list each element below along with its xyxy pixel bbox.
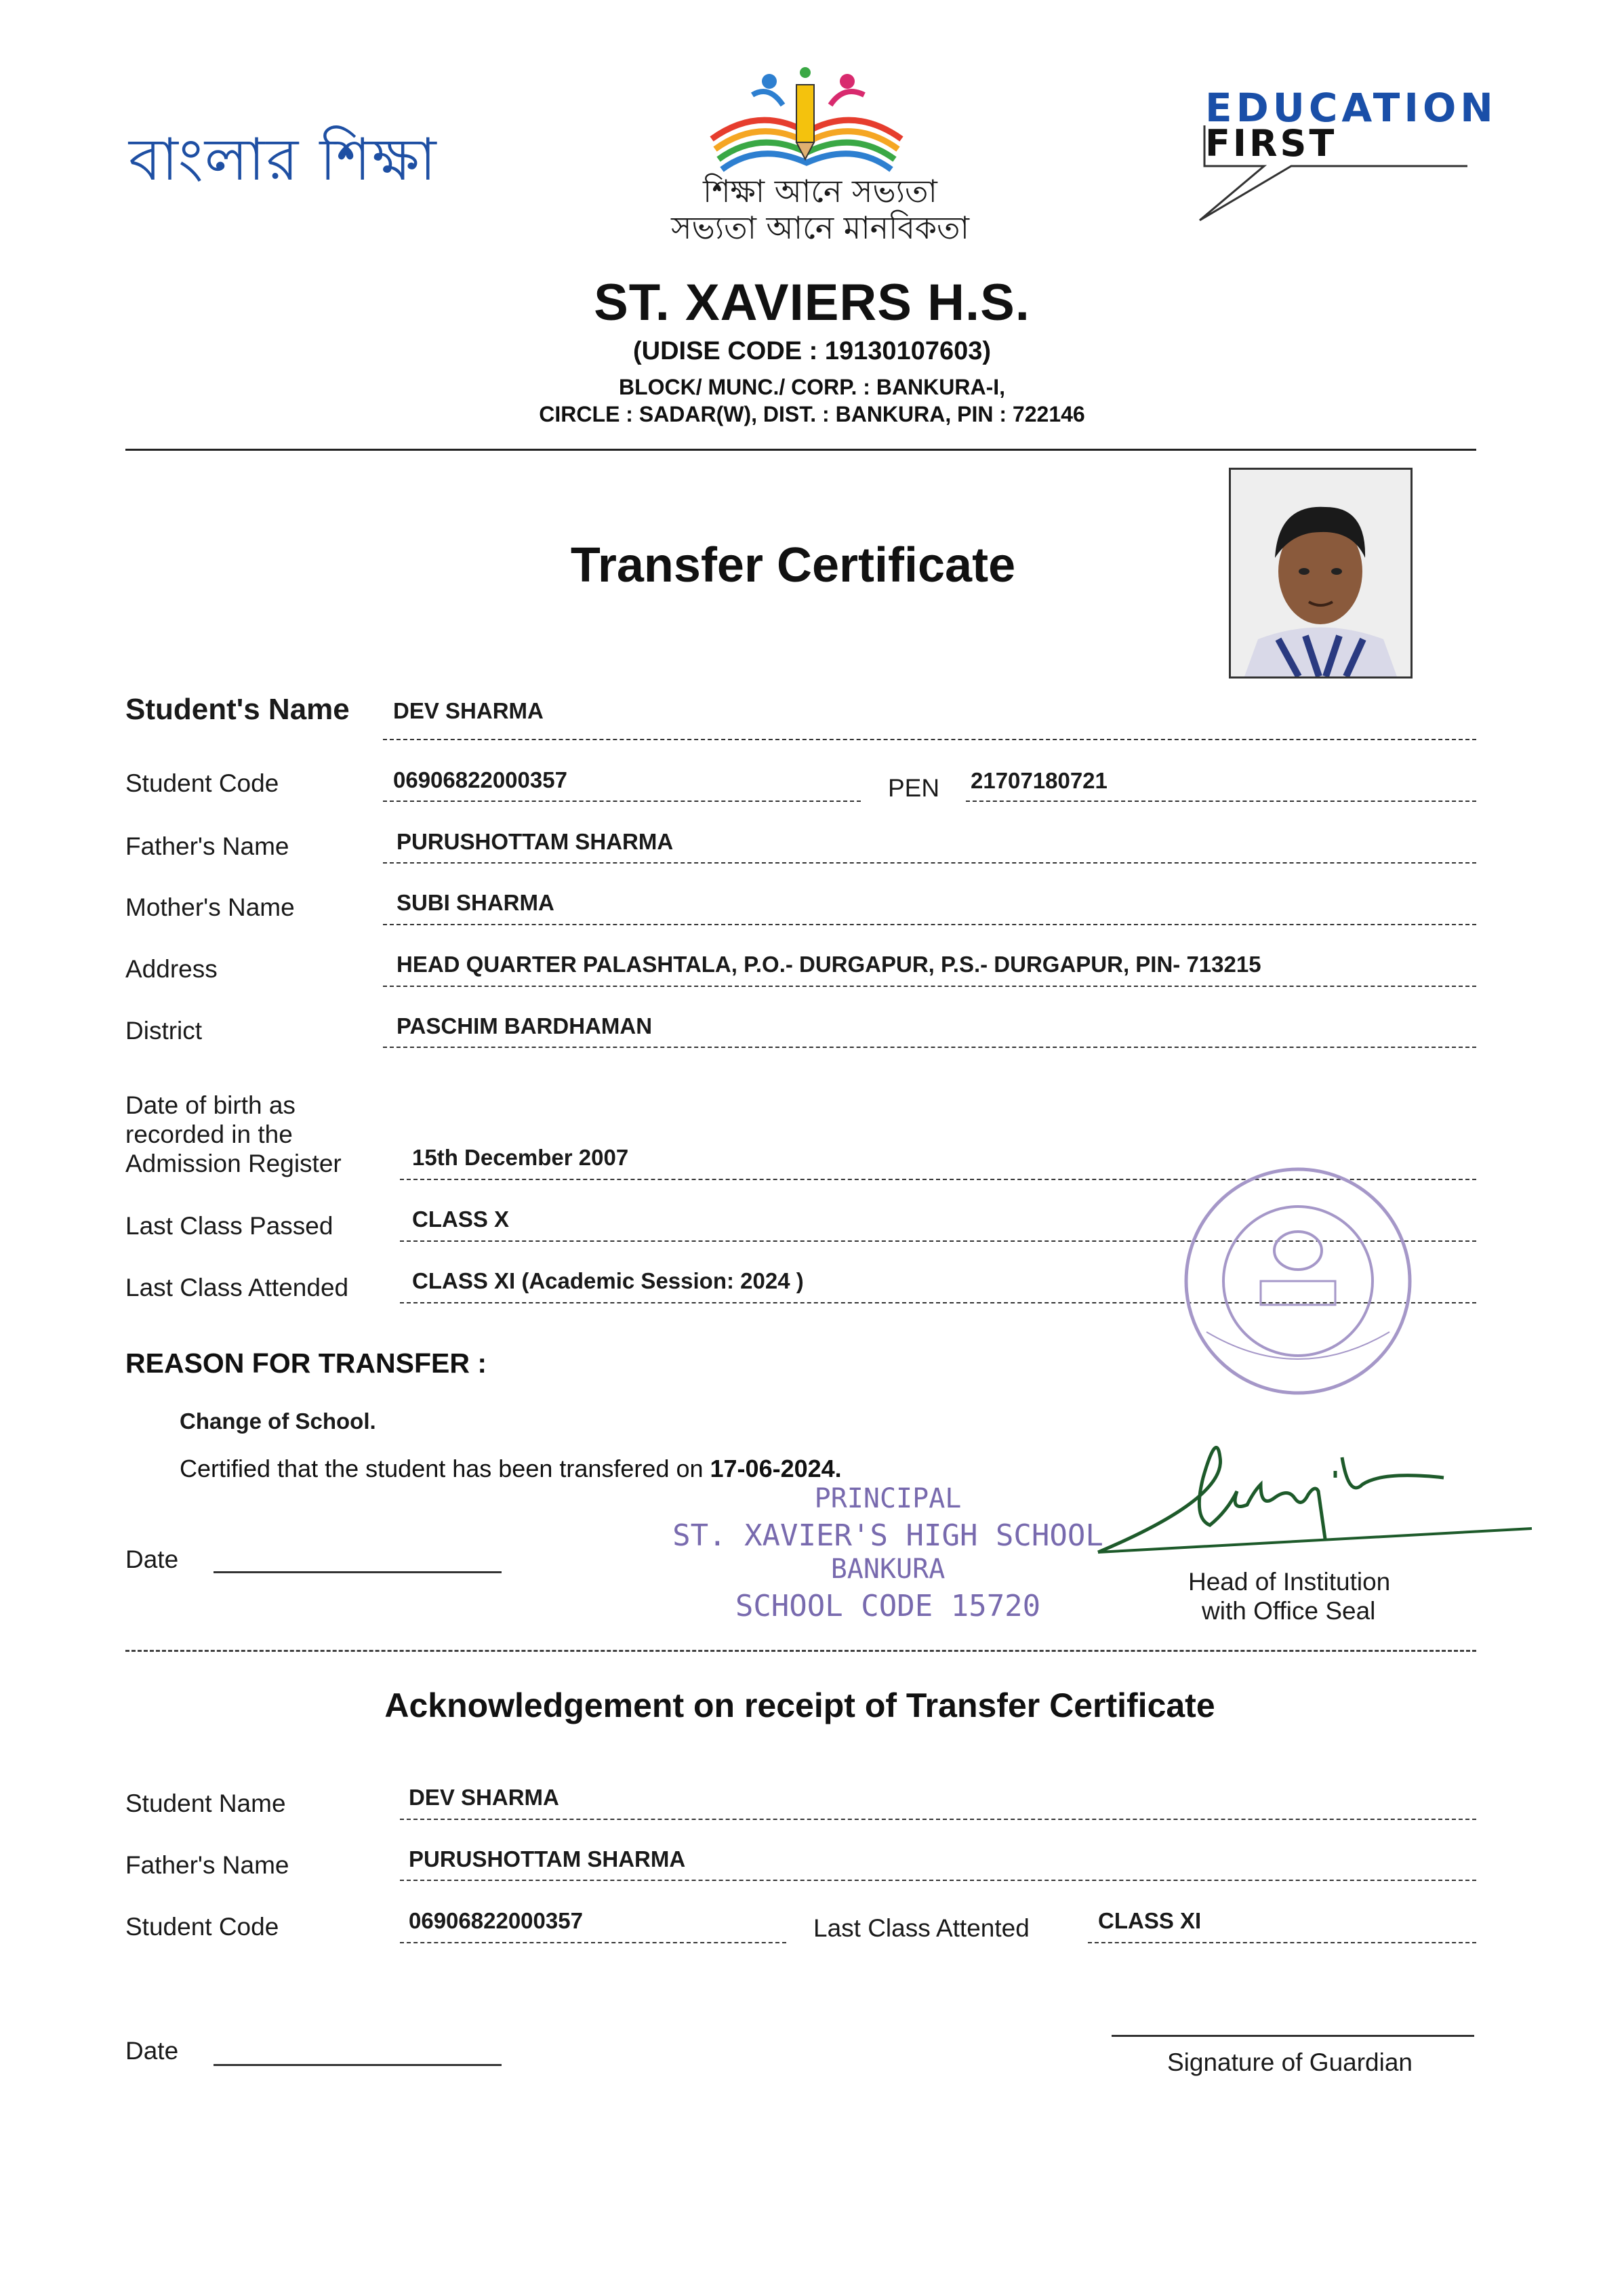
student-code-label: Student Code — [125, 769, 279, 797]
student-name-line — [383, 739, 1476, 740]
pen-line — [966, 801, 1476, 802]
tc-date-label: Date — [125, 1545, 179, 1573]
student-code-value: 06906822000357 — [393, 767, 567, 792]
book-logo-icon — [698, 64, 915, 183]
guardian-signature-label: Signature of Guardian — [1167, 2048, 1413, 2076]
education-first-logo-line1: EDUCATION — [1205, 85, 1497, 131]
ack-student-name-label: Student Name — [125, 1789, 286, 1817]
address-line — [383, 986, 1476, 987]
ack-date-line — [214, 2064, 502, 2066]
motto-line-1: শিক্ষা আনে সভ্যতা — [703, 173, 937, 209]
certificate-title: Transfer Certificate — [570, 538, 1016, 592]
speech-bubble-icon — [1196, 119, 1481, 227]
address-label: Address — [125, 955, 218, 983]
ack-student-name-line — [400, 1819, 1476, 1820]
ack-date-label: Date — [125, 2037, 179, 2065]
ack-father-name-line — [400, 1880, 1476, 1881]
last-class-attended-value: CLASS XI (Academic Session: 2024 ) — [412, 1268, 804, 1293]
father-name-label: Father's Name — [125, 832, 289, 860]
certified-text — [180, 1455, 842, 1483]
school-name: ST. XAVIERS H.S. — [594, 274, 1030, 331]
header-divider — [125, 449, 1476, 451]
school-address-line1: BLOCK/ MUNC./ CORP. : BANKURA-I, — [618, 375, 1006, 399]
stamp-line-principal: PRINCIPAL — [814, 1483, 962, 1514]
udise-code: (UDISE CODE : 19130107603) — [632, 337, 992, 365]
ack-last-class-line — [1088, 1942, 1476, 1943]
ack-father-name-value: PURUSHOTTAM SHARMA — [409, 1846, 686, 1871]
stamp-line-school: ST. XAVIER'S HIGH SCHOOL — [672, 1518, 1103, 1553]
ack-last-class-value: CLASS XI — [1098, 1908, 1202, 1933]
education-first-logo-line2: FIRST — [1205, 122, 1337, 165]
ack-student-name-value: DEV SHARMA — [409, 1785, 559, 1810]
ack-student-code-value: 06906822000357 — [409, 1908, 583, 1933]
district-value: PASCHIM BARDHAMAN — [397, 1013, 653, 1038]
dob-value: 15th December 2007 — [412, 1145, 629, 1170]
student-code-line — [383, 801, 861, 802]
address-value: HEAD QUARTER PALASHTALA, P.O.- DURGAPUR, P.S.- DURGAPUR, PIN- 713215 — [397, 952, 1261, 977]
head-institution-label-1: Head of Institution — [1188, 1568, 1391, 1596]
reason-value: Change of School. — [180, 1409, 376, 1434]
district-label: District — [125, 1017, 203, 1045]
district-line — [383, 1047, 1476, 1048]
head-institution-label-2: with Office Seal — [1202, 1597, 1376, 1625]
father-name-value: PURUSHOTTAM SHARMA — [397, 829, 674, 854]
transfer-date: 17-06-2024. — [710, 1455, 842, 1482]
cut-line-separator — [125, 1650, 1476, 1652]
student-name-value: DEV SHARMA — [393, 698, 544, 723]
ack-student-code-label: Student Code — [125, 1913, 279, 1941]
motto-line-2: সভ্যতা আনে মানবিকতা — [671, 209, 969, 246]
acknowledgement-title: Acknowledgement on receipt of Transfer Certificate — [384, 1686, 1215, 1724]
father-name-line — [383, 862, 1476, 864]
last-class-passed-value: CLASS X — [412, 1207, 510, 1232]
mother-name-value: SUBI SHARMA — [397, 890, 554, 915]
dob-label-2: recorded in the — [125, 1120, 293, 1148]
pen-label: PEN — [888, 774, 940, 802]
mother-name-label: Mother's Name — [125, 893, 295, 921]
student-photo — [1229, 468, 1413, 679]
reason-heading: REASON FOR TRANSFER : — [125, 1348, 487, 1379]
banglar-shiksha-logo: বাংলার শিক্ষা — [129, 126, 438, 194]
certified-sentence: Certified that the student has been transfered on — [180, 1455, 710, 1482]
last-class-passed-label: Last Class Passed — [125, 1212, 333, 1240]
pen-value: 21707180721 — [971, 768, 1108, 793]
ack-student-code-line — [400, 1942, 786, 1943]
student-name-label: Student's Name — [125, 693, 350, 726]
dob-label-3: Admission Register — [125, 1150, 342, 1177]
mother-name-line — [383, 924, 1476, 925]
tc-date-line — [214, 1571, 502, 1573]
principal-signature — [1091, 1430, 1539, 1566]
ack-father-name-label: Father's Name — [125, 1851, 289, 1879]
round-school-seal — [1179, 1162, 1417, 1400]
last-class-attended-label: Last Class Attended — [125, 1274, 349, 1301]
dob-label-1: Date of birth as — [125, 1091, 296, 1119]
stamp-line-place: BANKURA — [830, 1554, 946, 1585]
school-address-line2: CIRCLE : SADAR(W), DIST. : BANKURA, PIN : 722146 — [539, 402, 1085, 426]
ack-last-class-label: Last Class Attented — [813, 1914, 1030, 1942]
stamp-line-code: SCHOOL CODE 15720 — [735, 1589, 1041, 1623]
guardian-signature-line — [1112, 2035, 1474, 2037]
